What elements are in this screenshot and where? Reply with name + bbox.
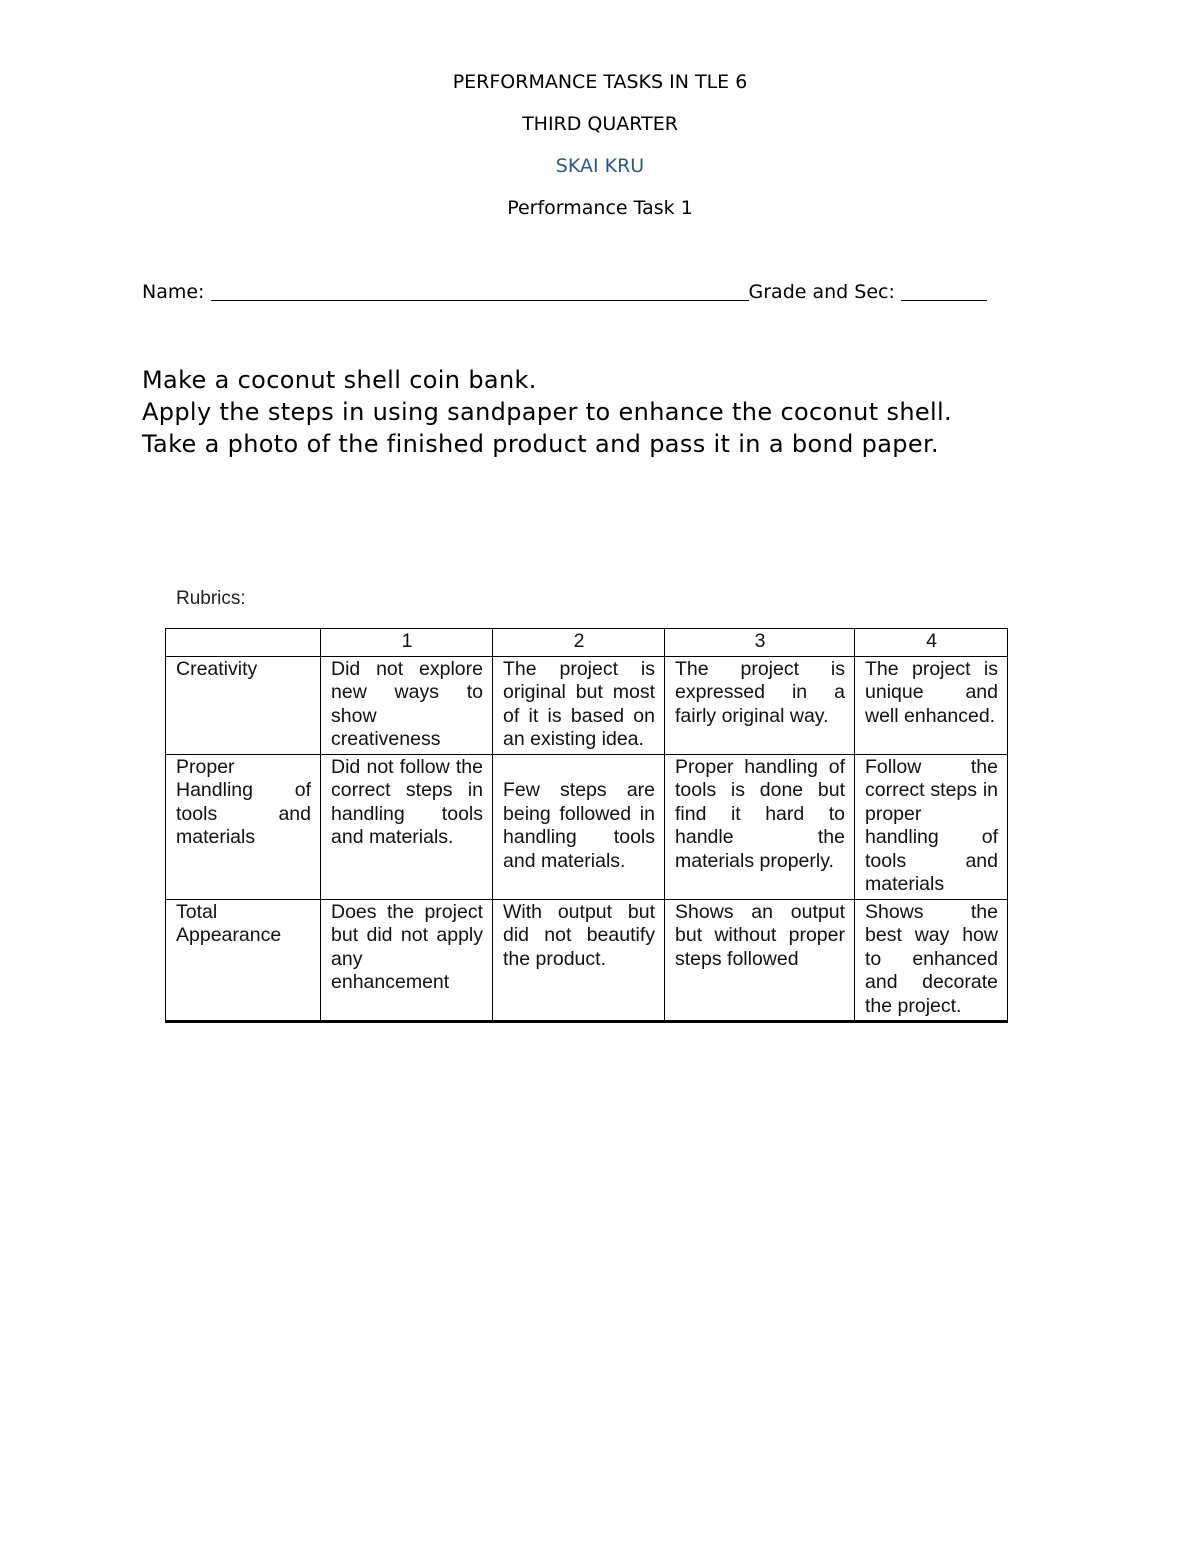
column-header: 3 bbox=[665, 629, 855, 657]
rubric-cell: Proper handling of tools is done but find it hard to handle the materials properly. bbox=[665, 754, 855, 899]
criterion-cell: Proper Handling of tools and materials bbox=[166, 754, 321, 899]
grade-blank[interactable] bbox=[901, 281, 987, 301]
rubric-cell: The project is original but most of it is based on an existing idea. bbox=[493, 656, 665, 754]
column-header: 1 bbox=[321, 629, 493, 657]
name-grade-line bbox=[142, 281, 987, 303]
rubric-cell: Few steps are being followed in handling tools and materials. bbox=[493, 754, 665, 899]
rubric-cell: With output but did not beautify the product. bbox=[493, 899, 665, 1022]
rubric-cell: Does the project but did not apply any enhancement bbox=[321, 899, 493, 1022]
table-row bbox=[166, 899, 1008, 1022]
column-header: 4 bbox=[855, 629, 1008, 657]
rubrics-label: Rubrics: bbox=[176, 588, 246, 609]
table-row bbox=[166, 656, 1008, 754]
rubric-cell: Shows an output but without proper steps followed bbox=[665, 899, 855, 1022]
name-label: Name: bbox=[142, 281, 205, 303]
document-title: PERFORMANCE TASKS IN TLE 6 bbox=[452, 71, 748, 93]
instruction-line: Apply the steps in using sandpaper to enhance the coconut shell. bbox=[142, 398, 953, 426]
author-name: SKAI KRU bbox=[555, 155, 645, 177]
rubric-cell: The project is unique and well enhanced. bbox=[855, 656, 1008, 754]
criterion-cell: Total Appearance bbox=[166, 899, 321, 1022]
column-header bbox=[166, 629, 321, 657]
rubric-cell: Follow the correct steps in proper handling of tools and materials bbox=[855, 754, 1008, 899]
rubric-cell: Shows the best way how to enhanced and decorate the project. bbox=[855, 899, 1008, 1022]
name-blank[interactable] bbox=[211, 281, 749, 301]
instruction-line: Make a coconut shell coin bank. bbox=[142, 366, 537, 394]
task-heading: Performance Task 1 bbox=[507, 197, 693, 219]
criterion-cell: Creativity bbox=[166, 656, 321, 754]
rubric-cell: The project is expressed in a fairly original way. bbox=[665, 656, 855, 754]
rubric-header-row bbox=[166, 629, 1008, 657]
grade-label: Grade and Sec: bbox=[748, 281, 895, 303]
table-row bbox=[166, 754, 1008, 899]
rubric-table bbox=[165, 628, 1008, 1023]
rubric-cell: Did not follow the correct steps in handling tools and materials. bbox=[321, 754, 493, 899]
rubric-cell: Did not explore new ways to show creativeness bbox=[321, 656, 493, 754]
column-header: 2 bbox=[493, 629, 665, 657]
quarter-heading: THIRD QUARTER bbox=[522, 113, 678, 135]
instruction-line: Take a photo of the finished product and pass it in a bond paper. bbox=[142, 430, 939, 458]
